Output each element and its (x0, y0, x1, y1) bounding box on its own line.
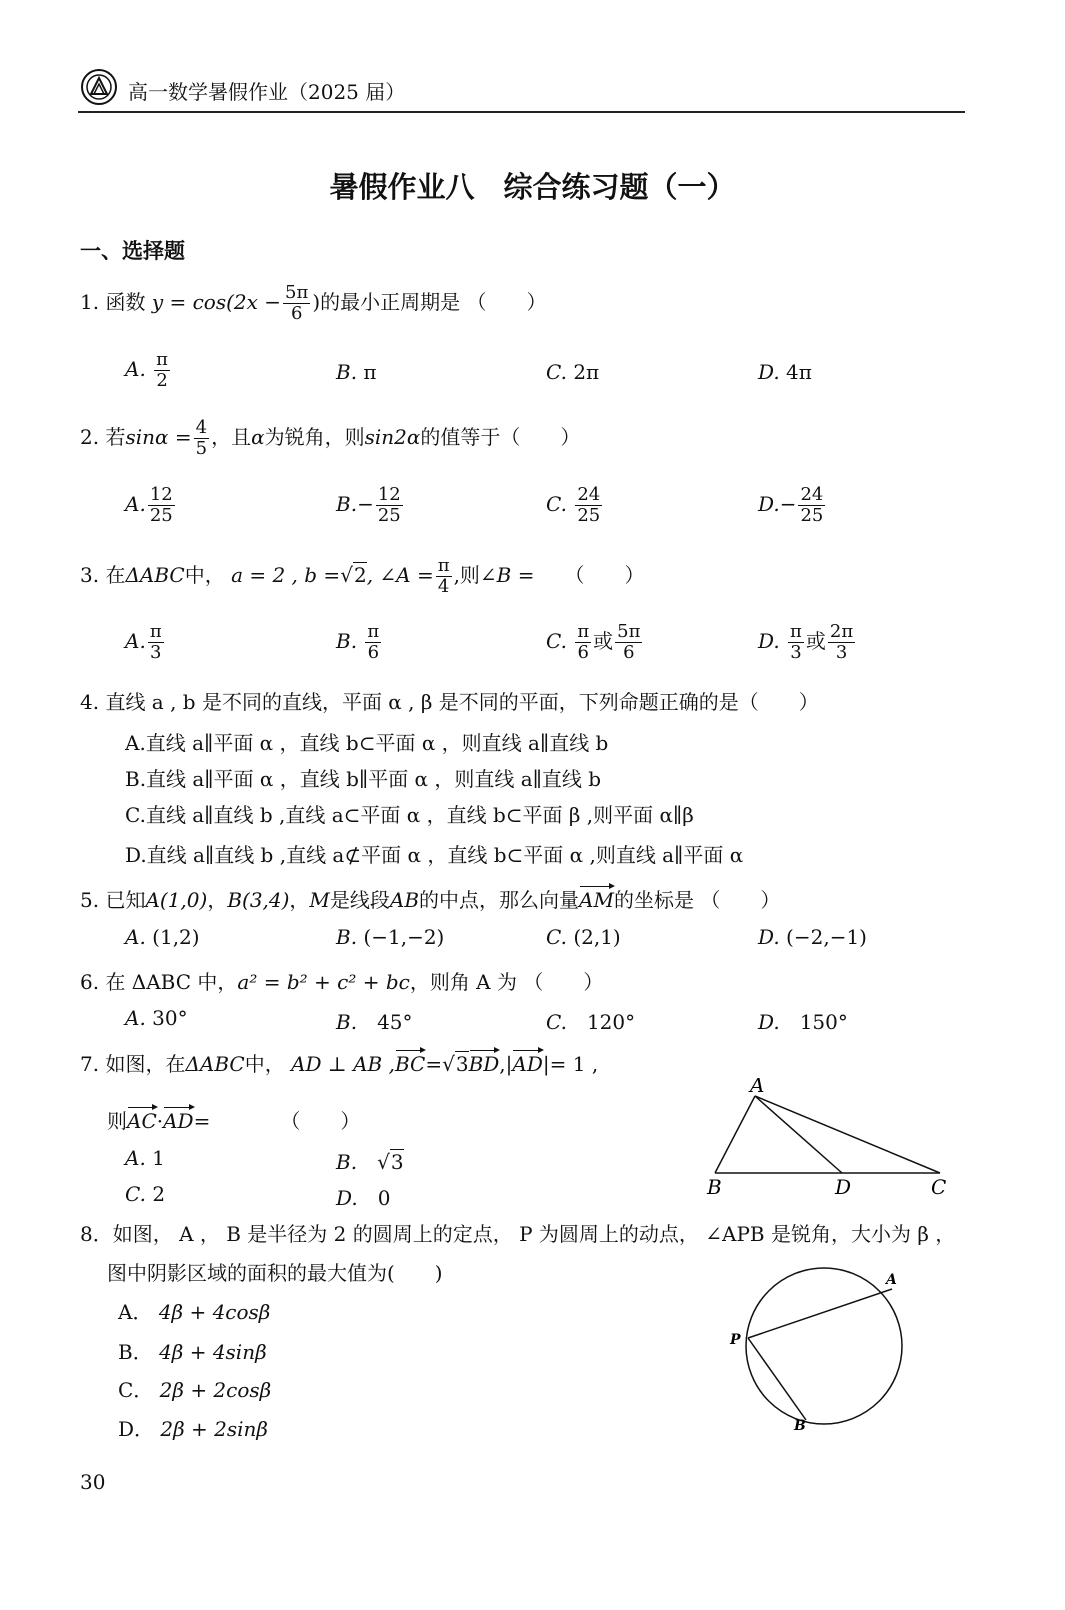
q7-edge-ab (715, 1096, 755, 1173)
q6-option-d[interactable]: D. 150° (758, 1010, 848, 1034)
q5-option-a[interactable]: A. (1,2) (125, 925, 200, 949)
page-title: 暑假作业八 综合练习题（一） (329, 170, 736, 204)
q8-option-b[interactable]: B． 4β + 4sinβ (118, 1340, 267, 1364)
school-emblem-icon (80, 68, 118, 106)
q2-option-d[interactable]: D.− $\frac{24}{25}$ (758, 484, 824, 526)
q7-option-b[interactable]: B. √3 (336, 1150, 404, 1174)
q5-option-d[interactable]: D. (−2,−1) (758, 925, 867, 949)
q1-option-c[interactable]: C. 2π (546, 360, 600, 384)
q1-option-d[interactable]: D. 4π (758, 360, 812, 384)
q6-option-c[interactable]: C. 120° (546, 1010, 636, 1034)
q2-option-a[interactable]: A. $\frac{12}{25}$ (125, 484, 173, 526)
q7-edge-ad (755, 1096, 842, 1173)
question-7: 7. 如图，在ΔABC中， AD ⊥ AB ,BC=√3BD,|AD|= 1 , (80, 1052, 599, 1076)
q3-option-b[interactable]: B. $\frac{\pi}{6}$ (336, 621, 380, 663)
q5-option-b[interactable]: B. (−1,−2) (336, 925, 445, 949)
q7-label-d: D (835, 1175, 852, 1199)
q8-label-b: B (794, 1418, 806, 1434)
question-4: 4. 直线 a , b 是不同的直线，平面 α , β 是不同的平面，下列命题正确的是（ ） (80, 690, 819, 714)
q2-option-c[interactable]: C. $\frac{24}{25}$ (546, 484, 601, 526)
q7-label-c: C (931, 1175, 947, 1199)
section-heading: 一、选择题 (80, 239, 185, 263)
q7-label-a: A (750, 1078, 765, 1097)
question-5: 5. 已知A(1,0)，B(3,4)，M是线段AB的中点，那么向量AM的坐标是 （ ） (80, 888, 781, 912)
question-7-line-2: 则AC·AD= （ ） (107, 1109, 361, 1133)
q8-circle-figure (722, 1262, 922, 1437)
q6-option-b[interactable]: B. 45° (336, 1010, 413, 1034)
question-8: 8．如图， A ， B 是半径为 2 的圆周上的定点， P 为圆周上的动点， ∠APB 是锐角，大小为 β ， (80, 1222, 956, 1246)
q1-option-a[interactable]: A. $\frac{\pi}{2}$ (125, 349, 169, 391)
question-3: 3. 在ΔABC中， a = 2 , b =√2, ∠A = $\frac{\pi}{4}$ ,则∠B = （ ） (80, 555, 645, 597)
question-1: 1. 函数 y = cos(2x − $\frac{5\pi}{6}$ )的最小正周期是 （ ） (80, 282, 547, 324)
question-8-line-2: 图中阴影区域的面积的最大值为( ) (107, 1261, 443, 1285)
q6-option-a[interactable]: A. 30° (125, 1006, 188, 1030)
q1-option-b[interactable]: B. π (336, 360, 377, 384)
q7-label-b: B (707, 1175, 722, 1199)
q4-option-a[interactable]: A.直线 a∥平面 α ，直线 b⊂平面 α ，则直线 a∥直线 b (125, 731, 609, 755)
q5-option-c[interactable]: C. (2,1) (546, 925, 621, 949)
q4-option-c[interactable]: C.直线 a∥直线 b ,直线 a⊂平面 α ，直线 b⊂平面 β ,则平面 α∥β (125, 803, 694, 827)
header-title: 高一数学暑假作业（2025 届） (128, 80, 406, 104)
q7-option-c[interactable]: C. 2 (125, 1182, 166, 1206)
q4-option-d[interactable]: D.直线 a∥直线 b ,直线 a⊄平面 α ，直线 b⊂平面 α ,则直线 a∥平面 α (125, 843, 744, 867)
page-number: 30 (80, 1470, 106, 1494)
q8-option-a[interactable]: A． 4β + 4cosβ (118, 1300, 271, 1324)
question-6: 6. 在 ΔABC 中，a² = b² + c² + bc，则角 A 为 （ ） (80, 970, 604, 994)
q8-label-p: P (730, 1332, 741, 1348)
q8-option-c[interactable]: C． 2β + 2cosβ (118, 1378, 272, 1402)
q7-option-d[interactable]: D. 0 (336, 1186, 391, 1210)
q2-option-b[interactable]: B.− $\frac{12}{25}$ (336, 484, 401, 526)
q7-triangle-figure (695, 1078, 960, 1203)
q8-chord-pa (748, 1289, 892, 1338)
q4-option-b[interactable]: B.直线 a∥平面 α ，直线 b∥平面 α ，则直线 a∥直线 b (125, 767, 602, 791)
q8-option-d[interactable]: D． 2β + 2sinβ (118, 1417, 268, 1441)
q3-option-a[interactable]: A. $\frac{\pi}{3}$ (125, 621, 162, 663)
q8-label-a: A (886, 1272, 897, 1288)
q3-option-c[interactable]: C. $\frac{\pi}{6}$ 或 $\frac{5\pi}{6}$ (546, 621, 641, 663)
question-2: 2. 若sinα = $\frac{4}{5}$ ，且α为锐角，则sin2α的值等于（ ） (80, 417, 581, 459)
q7-option-a[interactable]: A. 1 (125, 1146, 165, 1170)
header-rule (78, 111, 965, 113)
q7-edge-ac (755, 1096, 940, 1173)
q8-circle (746, 1268, 902, 1424)
q3-option-d[interactable]: D. $\frac{\pi}{3}$ 或 $\frac{2\pi}{3}$ (758, 621, 854, 663)
